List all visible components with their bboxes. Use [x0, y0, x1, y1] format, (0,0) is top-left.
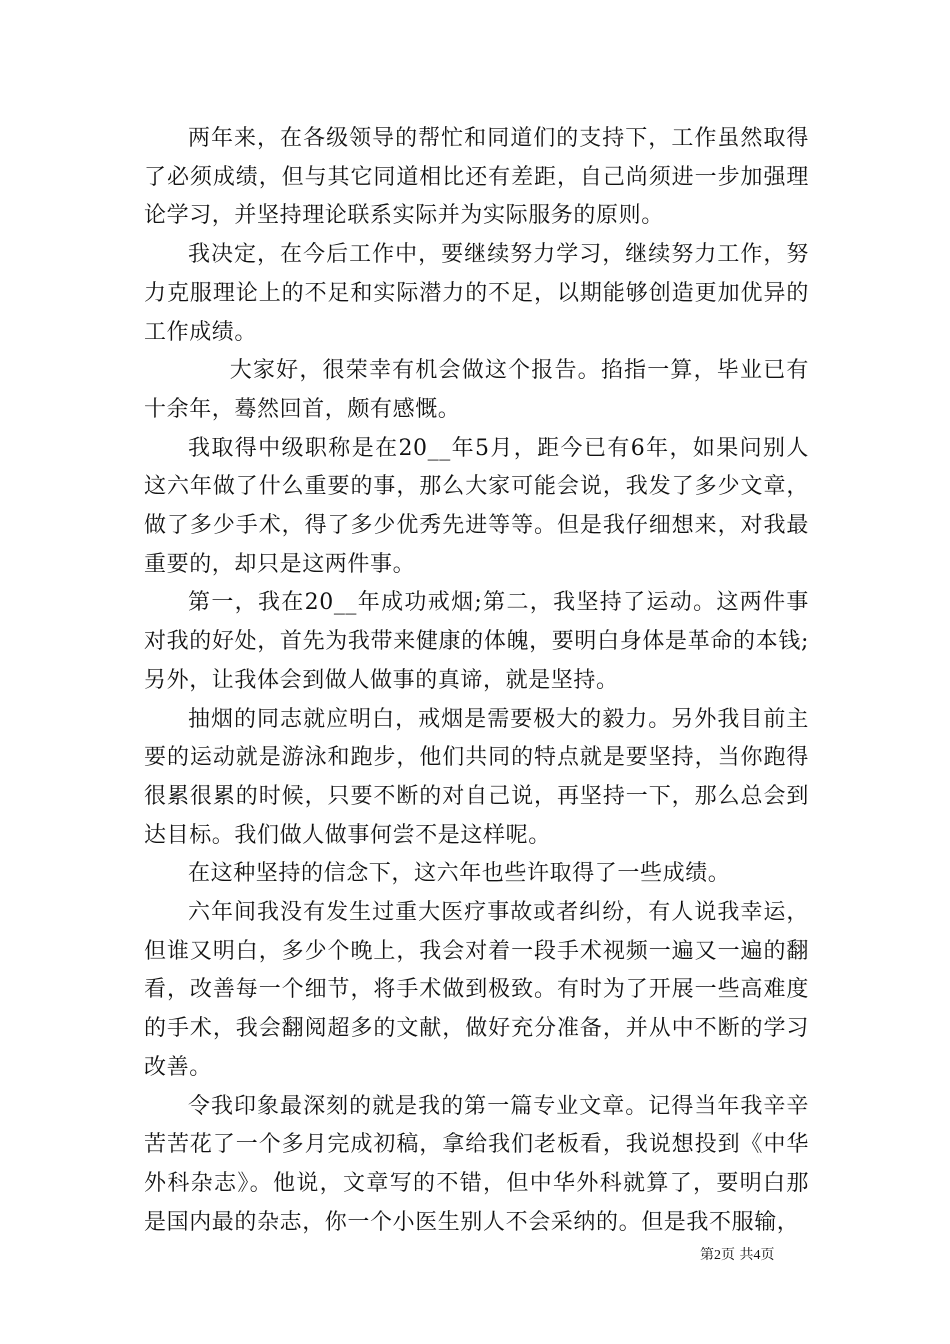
paragraph-4: 我取得中级职称是在20__年5月，距今已有6年，如果问别人这六年做了什么重要的事，那么大家可能会说，我发了多少文章，做了多少手术，得了多少优秀先进等等。但是我仔细想来，对我最重要的，却只是这两件事。 [144, 435, 809, 577]
paragraph-6: 抽烟的同志就应明白，戒烟是需要极大的毅力。另外我目前主要的运动就是游泳和跑步，他们共同的特点就是要坚持，当你跑得很累很累的时候，只要不断的对自己说，再坚持一下，那么总会到达目标。我们做人做事何尝不是这样呢。 [144, 706, 809, 848]
paragraph-2: 我决定，在今后工作中，要继续努力学习，继续努力工作，努力克服理论上的不足和实际潜力的不足，以期能够创造更加优异的工作成绩。 [144, 242, 809, 345]
paragraph-3: 大家好，很荣幸有机会做这个报告。掐指一算，毕业已有十余年，蓦然回首，颇有感慨。 [144, 358, 809, 422]
footer-suffix: 页 [760, 1247, 775, 1263]
document-body [144, 120, 809, 1242]
page-number-footer [700, 1246, 774, 1265]
paragraph-8: 六年间我没有发生过重大医疗事故或者纠纷，有人说我幸运，但谁又明白，多少个晚上，我会对着一段手术视频一遍又一遍的翻看，改善每一个细节，将手术做到极致。有时为了开展一些高难度的手术，我会翻阅超多的文献，做好充分准备，并从中不断的学习改善。 [144, 900, 809, 1080]
total-pages-number: 4 [753, 1248, 761, 1263]
paragraph-1: 两年来，在各级领导的帮忙和同道们的支持下，工作虽然取得了必须成绩，但与其它同道相比还有差距，自己尚须进一步加强理论学习，并坚持理论联系实际并为实际服务的原则。 [144, 126, 809, 229]
paragraph-7: 在这种坚持的信念下，这六年也些许取得了一些成绩。 [188, 861, 731, 887]
footer-middle: 页 共 [721, 1247, 754, 1263]
paragraph-9: 令我印象最深刻的就是我的第一篇专业文章。记得当年我辛辛苦苦花了一个多月完成初稿，拿给我们老板看，我说想投到《中华外科杂志》。他说，文章写的不错，但中华外科就算了，要明白那是国内最的杂志，你一个小医生别人不会采纳的。但是我不服输， [144, 1093, 809, 1235]
footer-prefix: 第 [700, 1247, 714, 1263]
paragraph-5: 第一，我在20__年成功戒烟;第二，我坚持了运动。这两件事对我的好处，首先为我带来健康的体魄，要明白身体是革命的本钱;另外，让我体会到做人做事的真谛，就是坚持。 [144, 590, 809, 693]
current-page-number: 2 [714, 1248, 721, 1263]
